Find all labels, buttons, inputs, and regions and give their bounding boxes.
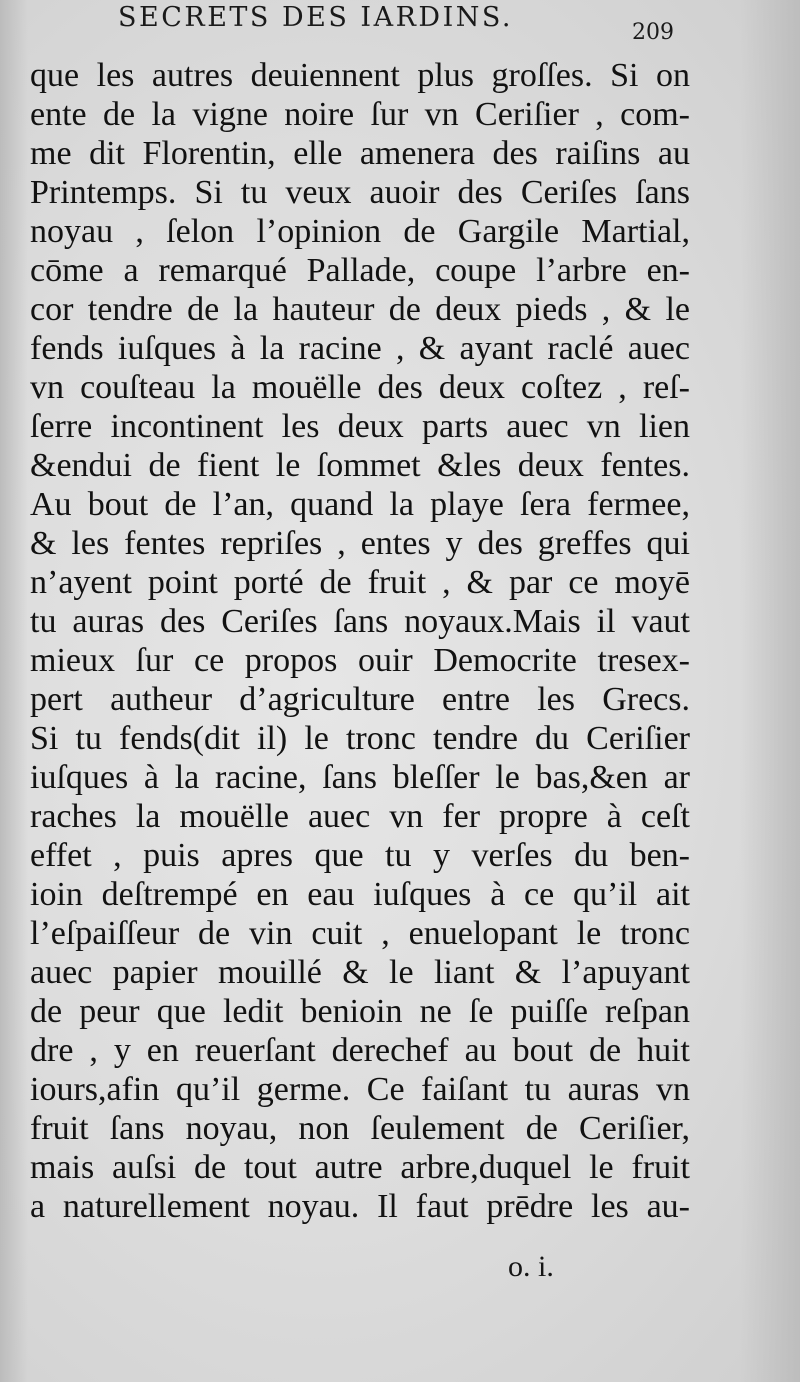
text-line: dre , y en reuerſant derechef au bout de huit — [30, 1032, 690, 1069]
text-line: Printemps. Si tu veux auoir des Ceriſes ſans — [30, 174, 690, 211]
text-line: iours,afin qu’il germe. Ce faiſant tu auras vn — [30, 1071, 690, 1108]
text-line: fends iuſques à la racine , & ayant raclé auec — [30, 330, 690, 367]
text-line: l’eſpaiſſeur de vin cuit , enuelopant le tronc — [30, 915, 690, 952]
text-line: ſerre incontinent les deux parts auec vn lien — [30, 408, 690, 445]
text-line: cōme a remarqué Pallade, coupe l’arbre en- — [30, 252, 690, 289]
text-line: n’ayent point porté de fruit , & par ce moyē — [30, 564, 690, 601]
text-line: iuſques à la racine, ſans bleſſer le bas,&en ar — [30, 759, 690, 796]
page-edge-shadow — [740, 0, 800, 1382]
text-line: pert autheur d’agriculture entre les Grecs. — [30, 681, 690, 718]
binding-gutter-shadow — [0, 0, 28, 1382]
text-line: fruit ſans noyau, non ſeulement de Ceriſier, — [30, 1110, 690, 1147]
text-line: & les fentes repriſes , entes y des greffes qui — [30, 525, 690, 562]
text-line: cor tendre de la hauteur de deux pieds , & le — [30, 291, 690, 328]
running-title: SECRETS DES IARDINS. — [118, 2, 513, 33]
body-text — [30, 56, 690, 1226]
text-line: me dit Florentin, elle amenera des raiſins au — [30, 135, 690, 172]
text-line: auec papier mouillé & le liant & l’apuyant — [30, 954, 690, 991]
page-number: 209 — [632, 20, 674, 45]
text-line: mieux ſur ce propos ouir Democrite tresex- — [30, 642, 690, 679]
text-line: de peur que ledit benioin ne ſe puiſſe reſpan — [30, 993, 690, 1030]
text-line: vn couſteau la mouëlle des deux coſtez , reſ- — [30, 369, 690, 406]
text-line: effet , puis apres que tu y verſes du ben- — [30, 837, 690, 874]
text-line: a naturellement noyau. Il faut prēdre les au- — [30, 1188, 690, 1225]
text-line: mais auſsi de tout autre arbre,duquel le fruit — [30, 1149, 690, 1186]
signature-mark: o. i. — [508, 1250, 554, 1283]
text-line: raches la mouëlle auec vn fer propre à ceſt — [30, 798, 690, 835]
text-line: ente de la vigne noire ſur vn Ceriſier , com- — [30, 96, 690, 133]
text-line: noyau , ſelon l’opinion de Gargile Martial, — [30, 213, 690, 250]
text-line: Au bout de l’an, quand la playe ſera fermee, — [30, 486, 690, 523]
text-line: ioin deſtrempé en eau iuſques à ce qu’il ait — [30, 876, 690, 913]
text-line: Si tu fends(dit il) le tronc tendre du Ceriſier — [30, 720, 690, 757]
text-line: que les autres deuiennent plus groſſes. Si on — [30, 57, 690, 94]
text-line: &endui de fient le ſommet &les deux fentes. — [30, 447, 690, 484]
text-line: tu auras des Ceriſes ſans noyaux.Mais il vaut — [30, 603, 690, 640]
